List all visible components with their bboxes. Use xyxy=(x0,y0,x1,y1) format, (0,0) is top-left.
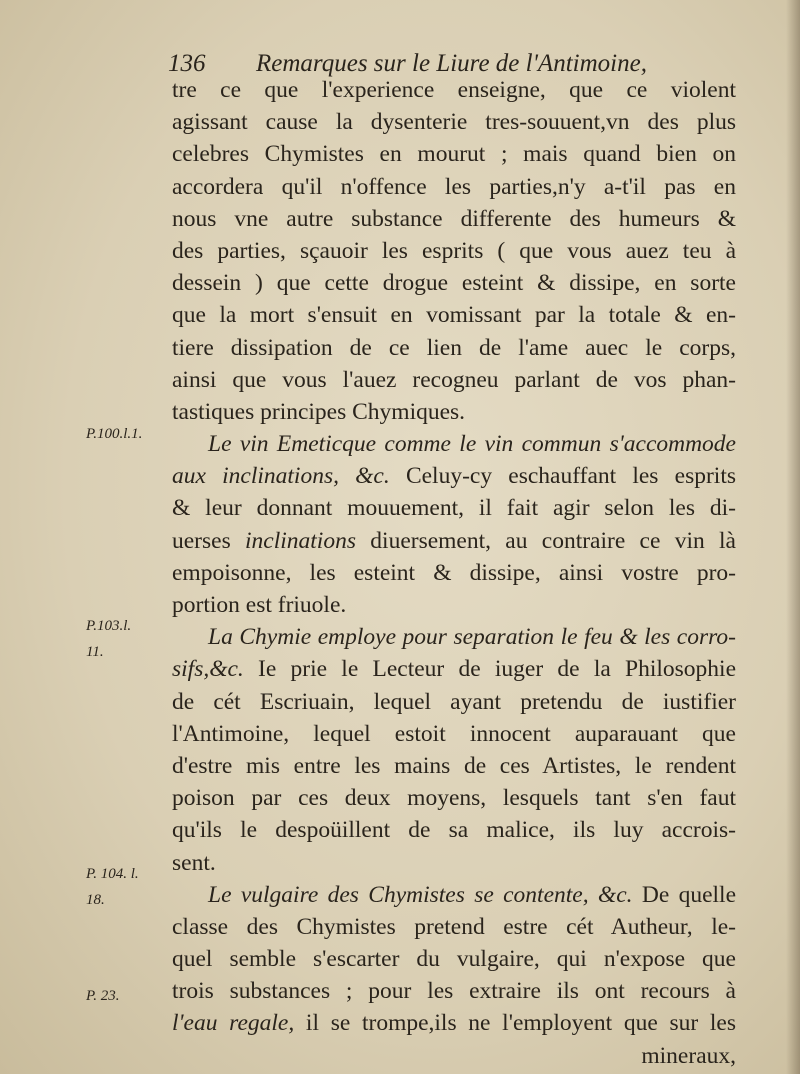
citation-lead-cont: aux inclinations, &c. xyxy=(172,463,390,490)
text-line: tastiques principes Chymiques. xyxy=(172,398,466,425)
text-line: que la mort s'ensuit en vomissant par la totale & en- xyxy=(172,302,736,329)
margin-reference: P. 104. l. xyxy=(86,866,139,882)
citation-lead: La Chymie employe pour separation le feu & les corro- xyxy=(208,624,736,651)
text-span: De quelle xyxy=(641,881,736,908)
catchword: mineraux, xyxy=(641,1042,736,1069)
citation-lead: Le vin Emeticque comme le vin commun s'accommode xyxy=(208,431,736,458)
text-span: Ie prie le Lecteur de iuger de la Philosophie xyxy=(258,656,736,683)
text-line: l'Antimoine, lequel estoit innocent auparauant que xyxy=(172,720,736,747)
text-line: agissant cause la dysenterie tres-souuent,vn des plus xyxy=(172,109,736,136)
text-line xyxy=(172,879,736,911)
margin-reference: P.103.l. xyxy=(86,618,132,634)
page-number: 136 xyxy=(168,50,206,77)
text-line: ainsi que vous l'auez recogneu parlant de vos phan- xyxy=(172,366,736,393)
text-line: d'estre mis entre les mains de ces Artistes, le rendent xyxy=(172,752,736,779)
italic-term: l'eau regale, xyxy=(172,1010,295,1037)
text-line xyxy=(172,653,736,685)
text-line: trois substances ; pour les extraire ils ont recours à xyxy=(172,978,736,1005)
text-line: classe des Chymistes pretend estre cét Autheur, le- xyxy=(172,913,736,940)
running-title: Remarques sur le Liure de l'Antimoine, xyxy=(256,50,647,77)
text-line: & leur donnant mouuement, il fait agir selon les di- xyxy=(172,495,736,522)
text-line xyxy=(172,525,736,557)
citation-lead: Le vulgaire des Chymistes se contente, &c. xyxy=(208,881,633,908)
text-span: diuersement, au contraire ce vin là xyxy=(356,527,736,554)
text-line: sent. xyxy=(172,849,216,876)
text-line: quel semble s'escarter du vulgaire, qui n'expose que xyxy=(172,946,736,973)
text-line xyxy=(172,1007,736,1039)
text-line: poison par ces deux moyens, lesquels tant s'en faut xyxy=(172,785,736,812)
text-line: dessein ) que cette drogue esteint & dissipe, en sorte xyxy=(172,270,736,297)
text-line: portion est friuole. xyxy=(172,592,347,618)
text-span: Celuy-cy eschauffant les esprits xyxy=(405,463,736,490)
text-span: il se trompe,ils ne l'employent que sur les xyxy=(294,1010,736,1037)
text-line: tre ce que l'experience enseigne, que ce violent xyxy=(172,77,736,103)
text-span: uerses xyxy=(172,527,246,554)
text-line: de cét Escriuain, lequel ayant pretendu de iustifier xyxy=(172,688,736,715)
margin-reference: 18. xyxy=(86,892,105,908)
margin-reference: 11. xyxy=(86,644,104,660)
text-line: des parties, sçauoir les esprits ( que vous auez teu à xyxy=(172,237,736,264)
margin-reference: P. 23. xyxy=(86,988,120,1004)
text-line: celebres Chymistes en mourut ; mais quand bien on xyxy=(172,141,736,168)
margin-reference: P.100.l.1. xyxy=(86,426,143,442)
text-line xyxy=(172,460,736,492)
text-line: nous vne autre substance differente des humeurs & xyxy=(172,205,736,232)
text-line: accordera qu'il n'offence les parties,n'y a-t'il pas en xyxy=(172,173,736,200)
citation-lead-cont: sifs,&c. xyxy=(172,656,244,683)
text-line: qu'ils le despoüillent de sa malice, ils luy accrois- xyxy=(172,817,736,844)
text-line: tiere dissipation de ce lien de l'ame auec le corps, xyxy=(172,334,736,361)
page-edge-shadow xyxy=(786,0,800,1074)
italic-term: inclinations xyxy=(245,527,356,554)
text-line: empoisonne, les esteint & dissipe, ainsi vostre pro- xyxy=(172,559,736,586)
body-text xyxy=(172,74,736,1072)
